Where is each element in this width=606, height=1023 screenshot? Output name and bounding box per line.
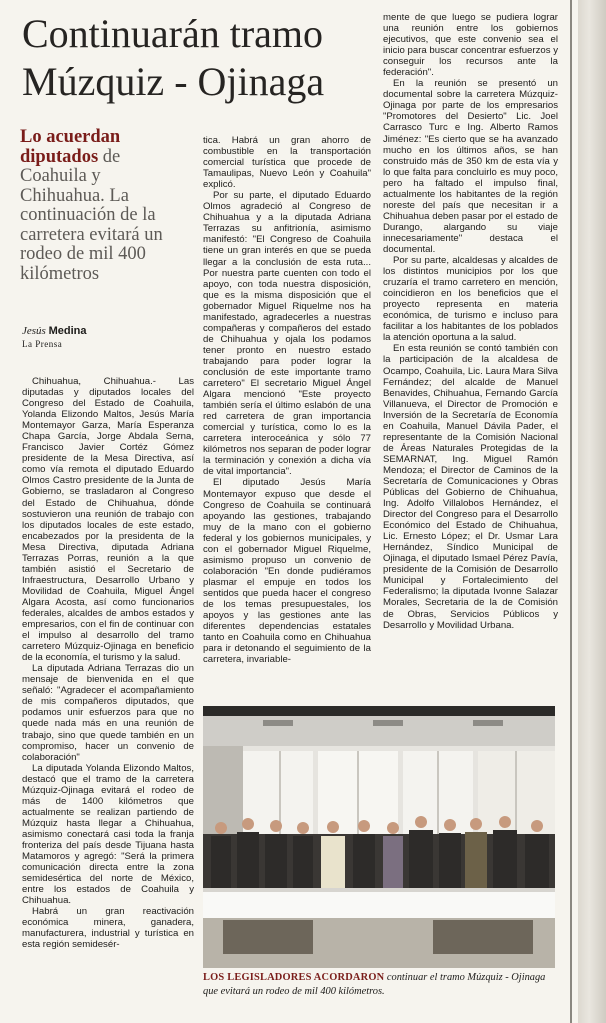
outlet-name: La Prensa (22, 339, 63, 349)
paragraph: Habrá un gran reactivación económica minera, ganadera, manufacturera, industrial y turística en esta región semidesér- (22, 906, 194, 951)
article-deck (20, 128, 190, 284)
caption-lead: LOS LEGISLADORES ACORDARON (203, 972, 385, 983)
paragraph: Por su parte, alcaldesas y alcaldes de los distintos municipios por los que cruzaría el tramo carretero en mención, coincidieron en los beneficios que el proyecto representa en materia económica, de turismo e incluso para facilitar a los habitantes de los poblados la atención oportuna a la salud. (383, 255, 558, 344)
deck-lead: Lo acuerdan diputados (20, 127, 121, 167)
article-column-1 (22, 376, 194, 950)
paragraph: La diputada Adriana Terrazas dio un mensaje de bienvenida en el que señaló: "Agradecer el acompañamiento de mis compañeros diputados, que podamos unir esfuerzos para que no quede nada más en una reunión de trabajo, sino que quede también en un compromiso, hacer un convenio de colaboración" (22, 663, 194, 763)
paragraph: Por su parte, el diputado Eduardo Olmos agradeció al Congreso de Chihuahua y a la diputada Adriana Terrazas su anfitrionía, asimismo manifestó: "El Congreso de Coahuila tiene un gran interés en que se pueda llegar a la conclusión de esta ruta... Por nuestra parte cuenten con todo el apoyo, con toda nuestra disposición, que es la misma disposición que el gobernador Miguel Riquelme nos ha manifestado, agradecerles a nuestras compañeras y compañeros del estado de Chihuahua y ojala los podamos tener pronto en nuestro estado trabajando para poder lograr la conclusión de este importante tramo carretero" El secretario Miguel Ángel Algara mencionó "Este proyecto también sería el último eslabón de una red carretera de gran importancia comercial y turística, como lo es la carretera interoceánica y sólo 77 kilómetros nos separan de poder lograr la terminación y conexión a dicha vía de vital importancia". (203, 190, 371, 478)
photo-caption (203, 971, 558, 999)
article-headline: Continuarán tramo Múzquiz - Ojinaga (22, 11, 325, 104)
meeting-photo (203, 706, 555, 968)
byline (22, 325, 192, 349)
paragraph: mente de que luego se pudiera lograr una reunión entre los gobiernos ejecutivos, que este convenio sea el inicio para buscar concentrar esfuerzos y conseguir los recursos ante la federación". (383, 12, 558, 79)
deck-rest: de Coahuila y Chihuahua. La continuación de la carretera evitará un rodeo de mil 400 kilómetros (20, 146, 163, 284)
paragraph: Chihuahua, Chihuahua.- Las diputadas y diputados locales del Congreso del Estado de Coahuila, Yolanda Elizondo Maltos, Jesús María Montemayor Garza, María Esperanza Chapa García, Jorge Abdala Serna, Francisco Javier Cortéz Gómez presidente de la Mesa Directiva, así como vía remota el diputado Eduardo Olmos Castro presidente de la Junta de Gobierno, se trasladaron al Congreso del Estado de Chihuahua, dónde sostuvieron una reunión de trabajo con los diputados locales de este estado, encabezados por la presidenta de la Mesa Directiva, diputada Adriana Terrazas Porras, reunión a la que también asistió el Secretario de Infraestructura, Desarrollo Urbano y Movilidad de Coahuila, Miguel Ángel Algara Acosta, así como funcionarios federales, alcaldes de ambos estados y empresarios, con el fin de continuar con el impulso al desarrollo del tramo carretero Múzquiz-Ojinaga en beneficio de la economía, el turismo y la salud. (22, 376, 194, 664)
article-column-3 (383, 12, 558, 631)
paragraph: En la reunión se presentó un documental sobre la carretera Múzquiz-Ojinaga por parte de los empresarios "Promotores del Desierto" Lic. Joel Carrasco Turc e Ing. Alberto Ramos Jiménez: "Es cierto que se ha avanzado mucho en los últimos años, se han construido más de 350 km de esta vía y lo que falta para concluirlo es muy poco, pero ha faltado el impulso final, actualmente los habitantes de la región noreste del país que necesitan ir a Chihuahua deben pasar por el estado de Durango, alargando su viaje innecesariamente" destaca el documental. (383, 78, 558, 255)
meeting-photo-illustration (203, 706, 555, 968)
article-column-2 (203, 135, 371, 665)
author-name (22, 325, 192, 337)
paragraph: La diputada Yolanda Elizondo Maltos, destacó que el tramo de la carretera Múzquiz-Ojinaga evitará el rodeo de más de 1400 kilómetros que actualmente se realizan partiendo de Múzquiz hasta llegar a Chihuahua, asimismo conectará casi toda la franja fronteriza del país desde Tijuana hasta Matamoros y agregó: "Será la primera comunicación directa entre la zona semidesértica del norte de México, entre los estados de Coahuila y Chihuahua. (22, 762, 194, 907)
paragraph: En esta reunión se contó también con la participación de la alcaldesa de Ocampo, Coahuila, Lic. Laura Mara Silva Fernández; del alcalde de Manuel Benavides, Chihuahua, Fernando García Villanueva, el Director de Promoción e Inversión de la Secretaría de Economía en Coahuila, Manuel Dávila Pader, el representante de la Comisión Nacional de Áreas Naturales Protegidas de la SEMARNAT, Ing. Miguel Ramón Mendoza; el Director de Caminos de la Secretaría de Comunicaciones y Obras Públicas del Gobierno de Chihuahua, Ing. Adolfo Villalobos Hernández, el Director del Congreso para el Desarrollo Económico del Estado de Chihuahua, Lic. Ernesto López; el Dr. Usmar Lara Hernández, Síndico Municipal de Ojinaga, el diputado Ismael Pérez Pavía, presidente de la Comisión de Desarrollo Municipal y Fortalecimiento del Federalismo; la diputada Ivonne Salazar Morales, Secretaria de la de Comisión de Obras, Servicios Públicos y Desarrollo y Movilidad Urbana. (383, 343, 558, 631)
caption-rest: continuar el tramo Múzquiz - Ojinaga que evitará un rodeo de mil 400 kilómetros. (203, 972, 546, 997)
paragraph: El diputado Jesús María Montemayor expuso que desde el Congreso de Coahuila se continuará apoyando las gestiones, trabajando muy de la mano con el gobierno federal y los gobiernos municipales, y con el gobernador Miguel Riquelme, asimismo propuso un convenio de colaboración "En donde pudiéramos plasmar el empuje en todos los sentidos que pueda hacer el congreso de los temas presupuestales, los apoyos y las gestiones ante las diferentes dependencias estatales tanto en Coahuila como en Chihuahua para ir detonando el seguimiento de la carretera, invariable- (203, 477, 371, 666)
paragraph: tica. Habrá un gran ahorro de combustible en la transportación comercial turística que procede de Tamaulipas, Nuevo León y Coahuila" explicó. (203, 135, 371, 191)
author-last-name: Medina (48, 325, 87, 337)
page-fold-line (570, 0, 572, 1023)
adjacent-page-edge (578, 0, 606, 1023)
author-first-name: Jesús (22, 325, 46, 337)
